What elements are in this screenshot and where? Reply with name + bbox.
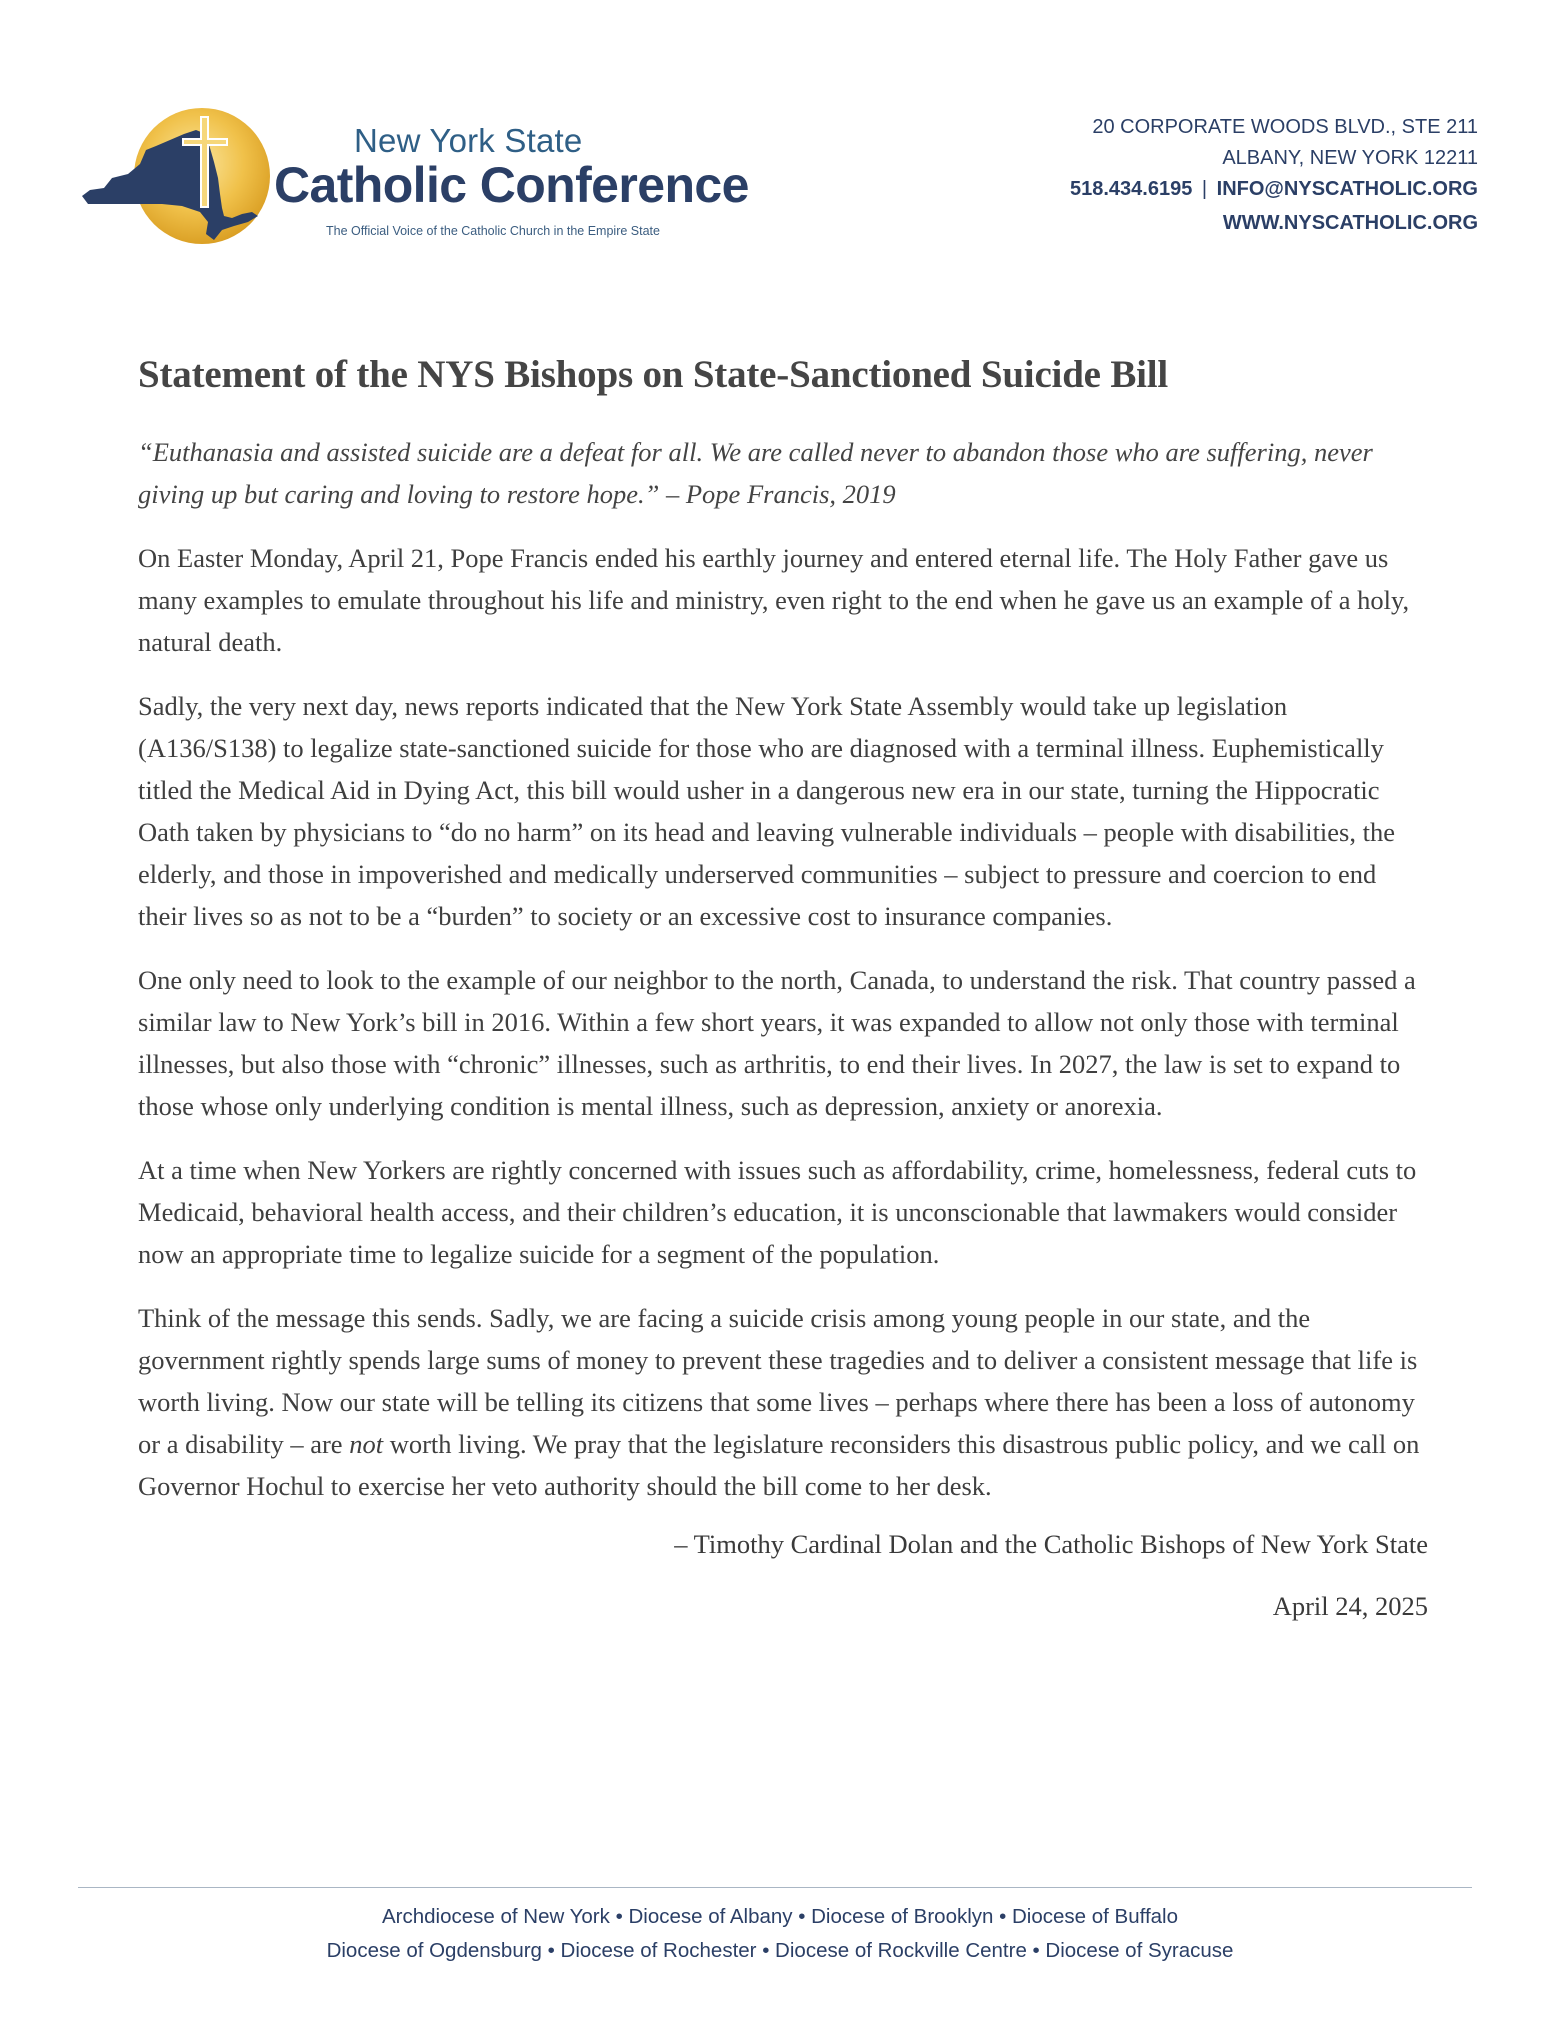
website-link[interactable]: WWW.NYSCATHOLIC.ORG [1222, 212, 1478, 234]
statement-date: April 24, 2025 [1272, 1591, 1428, 1621]
pope-francis-quote: “Euthanasia and assisted suicide are a defeat for all. We are called never to abandon those who are suffering, never giving up but caring and loving to restore hope.” – Pope Francis, 2019 [138, 437, 1373, 509]
dioceses-footer [0, 1900, 1560, 1968]
statement-body [138, 352, 1428, 1627]
footer-dioceses-line2: Diocese of Ogdensburg • Diocese of Rochester • Diocese of Rockville Centre • Diocese of Syracuse [326, 1939, 1234, 1962]
paragraph-canada-example: One only need to look to the example of our neighbor to the north, Canada, to understand the risk. That country passed a similar law to New York’s bill in 2016. Within a few short years, it was expanded to allow not only those with terminal illnesses, but also those with “chronic” illnesses, such as arthritis, to end their lives. In 2027, the law is set to expand to those whose only underlying condition is mental illness, such as depression, anxiety or anorexia. [138, 965, 1416, 1121]
org-tagline: The Official Voice of the Catholic Church in the Empire State [326, 224, 660, 238]
address-line2: ALBANY, NEW YORK 12211 [1222, 147, 1478, 169]
footer-divider [78, 1887, 1472, 1888]
organization-logo [82, 104, 762, 254]
paragraph-message-sent [138, 1297, 1428, 1507]
document-title: Statement of the NYS Bishops on State-Sanctioned Suicide Bill [138, 353, 1169, 396]
email-link[interactable]: INFO@NYSCATHOLIC.ORG [1216, 178, 1478, 200]
footer-dioceses-line1: Archdiocese of New York • Diocese of Albany • Diocese of Brooklyn • Diocese of Buffalo [381, 1905, 1179, 1928]
contact-block [1070, 112, 1478, 239]
address-line1: 20 CORPORATE WOODS BLVD., STE 211 [1092, 116, 1478, 138]
org-name-line1: New York State [354, 122, 583, 159]
paragraph-assembly-legislation: Sadly, the very next day, news reports indicated that the New York State Assembly would take up legislation (A136/S138) to legalize state-sanctioned suicide for those who are diagnosed with a terminal illness. Euphemistically titled the Medical Aid in Dying Act, this bill would usher in a dangerous new era in our state, turning the Hippocratic Oath taken by physicians to “do no harm” on its head and leaving vulnerable individuals – people with disabilities, the elderly, and those in impoverished and medically underserved communities – subject to pressure and coercion to end their lives so as not to be a “burden” to society or an excessive cost to insurance companies. [138, 691, 1395, 931]
phone-number[interactable]: 518.434.6195 [1069, 178, 1193, 200]
org-name-line2: Catholic Conference [274, 157, 749, 213]
paragraph-easter-monday: On Easter Monday, April 21, Pope Francis ended his earthly journey and entered eternal life. The Holy Father gave us many examples to emulate throughout his life and ministry, even right to the end when he gave us an example of a holy, natural death. [138, 543, 1410, 657]
paragraph-text-before: Think of the message this sends. Sadly, we are facing a suicide crisis among young people in our state, and the government rightly spends large sums of money to prevent these tragedies and to deliver a consistent message that life is worth living. Now our state will be telling its citizens that some lives – perhaps where there has been a loss of autonomy or a disability – are [138, 1303, 1418, 1459]
phone-email-line [1070, 174, 1478, 205]
signature: – Timothy Cardinal Dolan and the Catholic Bishops of New York State [674, 1529, 1428, 1559]
contact-separator: | [1201, 178, 1208, 200]
emphasis-not: not [349, 1429, 384, 1459]
nys-cross-logo-icon [82, 104, 272, 254]
paragraph-new-yorkers-concerns: At a time when New Yorkers are rightly concerned with issues such as affordability, crime, homelessness, federal cuts to Medicaid, behavioral health access, and their children’s education, it is unconscionable that lawmakers would consider now an appropriate time to legalize suicide for a segment of the population. [138, 1155, 1417, 1269]
paragraph-text-after: worth living. We pray that the legislature reconsiders this disastrous public policy, and we call on Governor Hochul to exercise her veto authority should the bill come to her desk. [138, 1429, 1420, 1501]
